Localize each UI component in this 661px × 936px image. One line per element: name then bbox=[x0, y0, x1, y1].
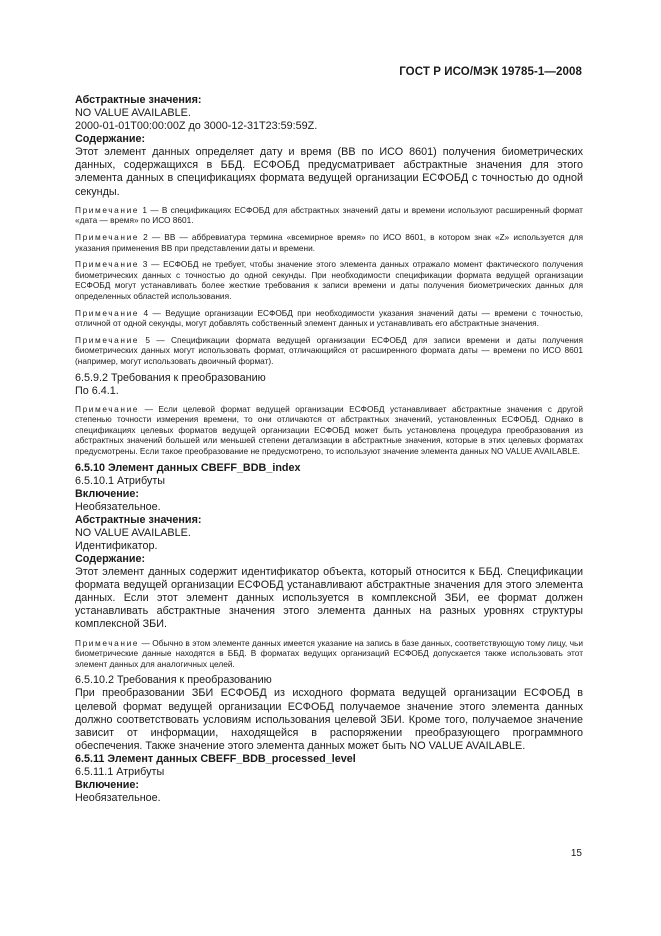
note-label: Примечание bbox=[75, 637, 140, 648]
subsection-title: 6.5.11.1 Атрибуты bbox=[75, 766, 165, 779]
note-text: — Обычно в этом элементе данных имеется указание на запись в базе данных, соответствующую тому лицу, чьи биометрические данные находятся в ББД. В форматах ведущих организаций ЕСФОБД допускается также использовать этот элемент данных для аналогичных целей. bbox=[75, 637, 583, 669]
note-label: Примечание bbox=[75, 204, 140, 215]
abstract-value: Идентификатор. bbox=[75, 539, 158, 552]
abstract-value: 2000-01-01T00:00:00Z до 3000-12-31T23:59:59Z. bbox=[75, 120, 318, 132]
abstract-values-heading: Абстрактные значения: bbox=[75, 513, 202, 526]
note-text: — Если целевой формат ведущей организации ЕСФОБД устанавливает абстрактные значения с другой степенью точности измерения времени, то они отличаются от абстрактных значений, установленных ЕСФОБД. Однако в спецификациях целевых форматов ведущей организации ЕСФОБД может быть установлена процедура преобразования из абстрактных значений большей или меньшей степени детализации в абстрактные значения, которые в этих целевых форматах предусмотрены. Если такое преобразование не предусмотрено, то используют значение элемента данных NO VALUE AVAILABLE. bbox=[75, 403, 583, 456]
content-paragraph: Этот элемент данных содержит идентификатор объекта, который относится к ББД. Спецификации формата ведущей организации ЕСФОБД устанавливают абстрактные значения для этого элемента данных. Если этот элемент данных используется в комплексной ЗБИ, ее формат должен устанавливать абстрактные значения этого элемента данных на разных уровнях структуры комплексной ЗБИ. bbox=[75, 565, 583, 631]
page-content bbox=[75, 94, 583, 805]
abstract-value: NO VALUE AVAILABLE. bbox=[75, 107, 191, 119]
note-text: 2 — ВВ — аббревиатура термина «всемирное время» по ИСО 8601, в котором знак «Z» используется для указания применения ВВ при представлении даты и времени. bbox=[75, 232, 583, 253]
document-header: ГОСТ Р ИСО/МЭК 19785-1—2008 bbox=[399, 66, 582, 78]
section-title: 6.5.10 Элемент данных CBEFF_BDB_index bbox=[75, 461, 301, 474]
section-title: 6.5.11 Элемент данных CBEFF_BDB_processed_level bbox=[75, 753, 356, 766]
requirements-paragraph: При преобразовании ЗБИ ЕСФОБД из исходного формата ведущей организации ЕСФОБД в целевой формат ведущей организации ЕСФОБД получаемое значение этого элемента данных должно соответствовать условиям использования целевой ЗБИ. Кроме того, получаемое значение зависит от информации, находящейся в распоряжении преобразующего программного обеспечения. Также значение этого элемента данных может быть NO VALUE AVAILABLE. bbox=[75, 687, 583, 753]
section-title: 6.5.9.2 Требования к преобразованию bbox=[75, 371, 266, 384]
note-1 bbox=[75, 205, 583, 226]
page-number: 15 bbox=[570, 848, 582, 859]
inclusion-value: Необязательное. bbox=[75, 500, 161, 513]
note-label: Примечание bbox=[75, 334, 140, 345]
inclusion-heading: Включение: bbox=[75, 487, 140, 500]
abstract-values-heading: Абстрактные значения: bbox=[75, 94, 202, 106]
content-paragraph bbox=[75, 146, 583, 199]
section-ref: По 6.4.1. bbox=[75, 384, 119, 397]
content-text: Этот элемент данных определяет дату и время (ВВ по ИСО 8601) получения биометрических данных, содержащихся в ББД. ЕСФОБД предусматривает абстрактные значения для этого элемента данных в спецификациях формата ведущей организации ЕСФОБД с точностью до одной секунды. bbox=[75, 146, 583, 198]
content-heading: Содержание: bbox=[75, 133, 146, 145]
note-text: 1 — В спецификациях ЕСФОБД для абстрактных значений даты и времени используют расширенный формат «дата — время» по ИСО 8601. bbox=[75, 204, 583, 226]
note-label: Примечание bbox=[75, 232, 140, 242]
abstract-value: NO VALUE AVAILABLE. bbox=[75, 526, 191, 539]
note-4 bbox=[75, 308, 583, 329]
note-label: Примечание bbox=[75, 259, 140, 270]
subsection-title: 6.5.10.2 Требования к преобразованию bbox=[75, 674, 272, 687]
note-conversion bbox=[75, 404, 583, 457]
note-label: Примечание bbox=[75, 403, 140, 414]
note-index bbox=[75, 638, 583, 670]
content-heading: Содержание: bbox=[75, 552, 146, 565]
inclusion-value: Необязательное. bbox=[75, 792, 161, 805]
note-text: 5 — Спецификации формата ведущей организации ЕСФОБД для записи времени и даты получения биометрических данных могут использовать формат, отличающийся от расширенного формата даты — времени по ИСО 8601 (например, могут использовать двоичный формат). bbox=[75, 334, 583, 366]
subsection-title: 6.5.10.1 Атрибуты bbox=[75, 474, 166, 487]
note-text: 4 — Ведущие организации ЕСФОБД при необходимости указания значений даты — времени с точностью, отличной от одной секунды, могут добавлять собственный элемент данных и устанавливать его абстрактные значения. bbox=[75, 307, 583, 329]
inclusion-heading: Включение: bbox=[75, 779, 140, 792]
note-3 bbox=[75, 259, 583, 301]
note-5 bbox=[75, 335, 583, 367]
note-text: 3 — ЕСФОБД не требует, чтобы значение этого элемента данных отражало момент фактического получения биометрических данных с точностью до одной секунды. При необходимости спецификации формата ведущей организации ЕСФОБД могут устанавливать более жесткие требования к записи времени и даты получения биометрических данных для определенных областей использования. bbox=[75, 259, 583, 301]
note-2 bbox=[75, 232, 583, 253]
note-label: Примечание bbox=[75, 307, 140, 318]
